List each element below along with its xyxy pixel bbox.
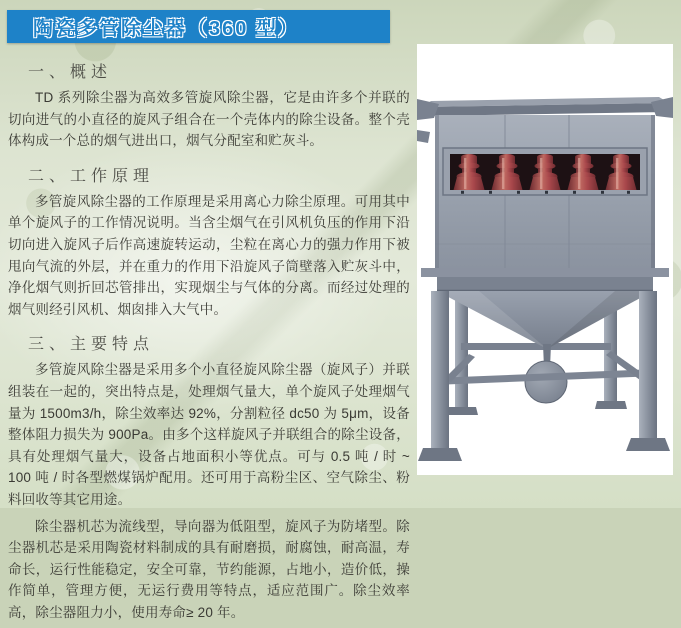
title-bar [7, 10, 390, 43]
dust-collector-illustration [417, 44, 673, 475]
section-overview [8, 59, 410, 152]
section-heading: 一、概述 [28, 64, 113, 81]
product-photo [417, 44, 673, 475]
section-working-principle [8, 163, 410, 321]
paragraph: 多管旋风除尘器的工作原理是采用离心力除尘原理。可用其中单个旋风子的工作情况说明。当含尘烟气在引风机负压的作用下沿切向进入旋风子后作高速旋转运动，尘粒在离心力的强力作用下被甩向气流的外层，并在重力的作用下沿旋风子筒壁落入贮灰斗中，净化烟气则折回芯管排出，实现烟尘与气体的分离。而经过处理的烟气则经引风机、烟囱排入大气中。 [8, 193, 410, 317]
cross-brace-rear [461, 343, 611, 350]
tube-opening [443, 148, 647, 195]
paragraph: TD 系列除尘器为高效多管旋风除尘器，它是由许多个并联的切向进气的小直径的旋风子组合在一个壳体内的除尘设备。整个壳体构成一个总的烟气进出口，烟气分配室和贮灰斗。 [8, 90, 410, 149]
paragraph: 多管旋风除尘器是采用多个小直径旋风除尘器（旋风子）并联组装在一起的，突出特点是，处理烟气量大，单个旋风子处理烟气量为 1500m3/h，除尘效率达 92%，分割粒径 dc50 为 5μm，设备整体阻力损失为 900Pa。由多个这样旋风子并联组合的除尘设备，具有处理烟气量大，设备占地面积小等优点。可与 0.5 吨 / 时 ~ 100 吨 / 时各型燃煤锅炉配用。还可用于高粉尘区、空气除尘、粉料回收等其它用途。 [8, 362, 410, 507]
flange-disc [525, 361, 567, 403]
paragraph: 除尘器机芯为流线型，导向器为低阻型，旋风子为防堵型。除尘器机芯是采用陶瓷材料制成的具有耐磨损，耐腐蚀，耐高温，寿命长，运行性能稳定，安全可靠，节约能源，占地小，造价低，操作简单，管理方便，无运行费用等特点，适应范围广。除尘效率高，除尘器阻力小，使用寿命≥ 20 年。 [8, 518, 410, 620]
support-beam [421, 268, 669, 291]
page-title: 陶瓷多管除尘器（360 型） [33, 18, 300, 40]
section-main-features [8, 331, 410, 623]
section-heading: 二、工作原理 [28, 167, 155, 185]
text-column [8, 48, 410, 628]
section-heading: 三、主要特点 [28, 336, 155, 354]
